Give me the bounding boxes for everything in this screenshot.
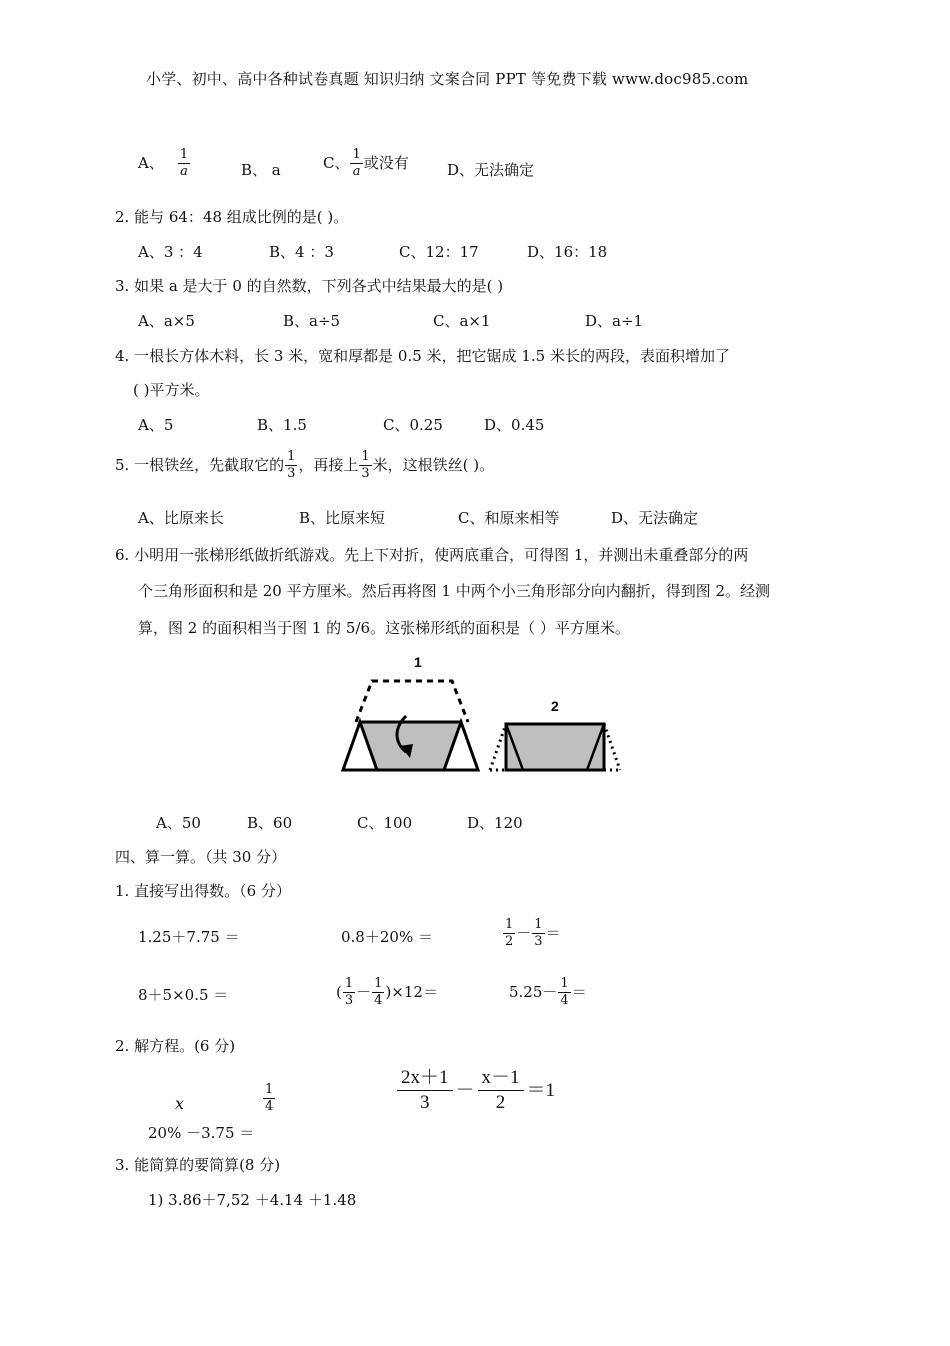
fraction-denominator: 4 bbox=[560, 992, 569, 1008]
q6-stem-line-3: 算，图 2 的面积相当于图 1 的 5/6。这张梯形纸的面积是（ ）平方厘米。 bbox=[138, 619, 630, 637]
fraction-numerator: 1 bbox=[265, 1082, 274, 1097]
simplify-item-1: 1) 3.86＋7,52 ＋4.14 ＋1.48 bbox=[148, 1191, 357, 1209]
fraction-numerator: 1 bbox=[560, 976, 569, 991]
figure-2-left-dotted-edge bbox=[490, 724, 506, 770]
q4-option-d: D、0.45 bbox=[484, 416, 545, 434]
q3-option-d: D、a÷1 bbox=[585, 312, 644, 330]
q5-option-d: D、无法确定 bbox=[611, 509, 699, 527]
q6-stem-line-1: 6. 小明用一张梯形纸做折纸游戏。先上下对折，使两底重合，可得图 1，并测出未重叠部分的两 bbox=[115, 546, 749, 564]
q1-option-c-fraction bbox=[350, 148, 362, 178]
q5-fraction-2 bbox=[359, 450, 371, 480]
q3-option-c: C、a×1 bbox=[433, 312, 491, 330]
figure-1-folded-top-dashed bbox=[356, 681, 468, 722]
fraction-numerator: 1 bbox=[374, 976, 383, 991]
q3-stem: 3. 如果 a 是大于 0 的自然数，下列各式中结果最大的是( ) bbox=[115, 277, 504, 295]
q1-option-a-fraction bbox=[178, 148, 190, 178]
q6-option-d: D、120 bbox=[467, 814, 523, 832]
fraction-numerator: 1 bbox=[534, 917, 543, 932]
fraction-denominator: 2 bbox=[505, 933, 514, 949]
q1-option-c-suffix: 或没有 bbox=[363, 153, 409, 172]
figure-2-right-dotted-edge bbox=[604, 724, 620, 770]
q5-stem bbox=[115, 450, 494, 480]
q2-stem: 2. 能与 64：48 组成比例的是( )。 bbox=[115, 208, 349, 226]
fraction-numerator: x－1 bbox=[478, 1068, 524, 1091]
q5-stem-part-b: ，再接上 bbox=[298, 455, 359, 474]
equation-1-x: x bbox=[175, 1094, 185, 1113]
q1-option-b: B、 a bbox=[241, 161, 281, 179]
fraction-numerator: 2x＋1 bbox=[397, 1068, 453, 1091]
calc-5 bbox=[336, 977, 438, 1007]
q6-option-c: C、100 bbox=[357, 814, 413, 832]
calc-1: 1.25＋7.75 ＝ bbox=[138, 928, 240, 946]
equation-1-fraction-inner bbox=[263, 1083, 275, 1113]
calc-2: 0.8＋20% ＝ bbox=[341, 928, 433, 946]
fraction-denominator: 4 bbox=[265, 1098, 274, 1114]
calc-6 bbox=[509, 977, 587, 1007]
section-4-sub-2: 2. 解方程。(6 分) bbox=[115, 1037, 236, 1055]
calc-3-operator: － bbox=[516, 923, 532, 942]
equation-2-fraction-1 bbox=[397, 1068, 453, 1113]
figure-2-label: 2 bbox=[551, 698, 559, 714]
equation-2-operator: － bbox=[455, 1079, 475, 1101]
equation-1-fraction bbox=[262, 1083, 276, 1113]
fraction-numerator: 1 bbox=[352, 147, 361, 162]
calc-6-equals: ＝ bbox=[571, 982, 587, 1001]
q4-option-b: B、1.5 bbox=[257, 416, 307, 434]
calc-5-open-paren: ( bbox=[336, 982, 342, 1001]
q4-stem: 4. 一根长方体木料，长 3 米，宽和厚都是 0.5 米，把它锯成 1.5 米长的两段，表面积增加了 bbox=[115, 347, 730, 365]
calc-3 bbox=[502, 918, 561, 948]
fraction-numerator: 1 bbox=[287, 449, 296, 464]
figure-1-label: 1 bbox=[414, 654, 422, 670]
q5-option-c: C、和原来相等 bbox=[458, 509, 560, 527]
fraction-denominator: 3 bbox=[534, 933, 543, 949]
calc-3-fraction-2 bbox=[532, 918, 544, 948]
fraction-denominator: 3 bbox=[287, 465, 296, 481]
fraction-numerator: 1 bbox=[361, 449, 370, 464]
section-4-title: 四、算一算。（共 30 分） bbox=[115, 848, 287, 866]
fraction-denominator: 4 bbox=[374, 992, 383, 1008]
calc-5-fraction-2 bbox=[372, 977, 384, 1007]
fraction-denominator: 3 bbox=[344, 992, 354, 1008]
q4-stem-continued: ( )平方米。 bbox=[133, 381, 210, 399]
equation-2-fraction-2 bbox=[478, 1068, 524, 1113]
q4-option-c: C、0.25 bbox=[383, 416, 443, 434]
calc-4: 8＋5×0.5 ＝ bbox=[138, 986, 229, 1004]
fraction-denominator: 3 bbox=[420, 1091, 430, 1113]
calc-6-prefix: 5.25－ bbox=[509, 982, 558, 1001]
q2-option-d: D、16：18 bbox=[527, 243, 608, 261]
calc-6-fraction bbox=[558, 977, 570, 1007]
q1-option-c bbox=[323, 148, 409, 178]
equation-1-bottom: 20% －3.75 ＝ bbox=[148, 1124, 255, 1142]
q3-option-b: B、a÷5 bbox=[283, 312, 341, 330]
calc-5-operator: － bbox=[356, 982, 372, 1001]
q5-option-a: A、比原来长 bbox=[138, 509, 224, 527]
q5-fraction-1 bbox=[285, 450, 297, 480]
q2-option-a: A、3 ：4 bbox=[138, 243, 203, 261]
fraction-denominator: 3 bbox=[361, 465, 370, 481]
fraction-denominator: a bbox=[352, 163, 361, 179]
q2-option-c: C、12：17 bbox=[399, 243, 479, 261]
calc-5-close: )×12＝ bbox=[385, 982, 438, 1001]
fraction-numerator: 1 bbox=[505, 917, 514, 932]
section-4-sub-1: 1. 直接写出得数。（6 分） bbox=[115, 882, 291, 900]
page-header: 小学、初中、高中各种试卷真题 知识归纳 文案合同 PPT 等免费下载 www.doc985.com bbox=[146, 70, 749, 88]
fraction-denominator: 2 bbox=[495, 1091, 506, 1113]
fraction-numerator: 1 bbox=[344, 976, 354, 991]
q5-option-b: B、比原来短 bbox=[299, 509, 386, 527]
q1-option-d: D、无法确定 bbox=[447, 161, 535, 179]
q5-stem-part-a: 5. 一根铁丝，先截取它的 bbox=[115, 455, 285, 474]
q1-option-a bbox=[138, 148, 191, 178]
q5-stem-part-c: 米，这根铁丝( )。 bbox=[372, 455, 495, 474]
section-4-sub-3: 3. 能简算的要简算(8 分) bbox=[115, 1156, 281, 1174]
q6-option-a: A、50 bbox=[156, 814, 201, 832]
equation-2-rhs: ＝1 bbox=[526, 1079, 556, 1101]
calc-5-fraction-1 bbox=[343, 977, 355, 1007]
fraction-denominator: a bbox=[180, 163, 188, 179]
calc-3-fraction-1 bbox=[503, 918, 515, 948]
q1-option-a-label: A、 bbox=[138, 153, 164, 172]
q4-option-a: A、5 bbox=[138, 416, 174, 434]
q3-option-a: A、a×5 bbox=[138, 312, 195, 330]
q1-option-c-label: C、 bbox=[323, 153, 350, 172]
equation-2 bbox=[396, 1068, 555, 1113]
q2-option-b: B、4 ：3 bbox=[269, 243, 334, 261]
trapezoid-fold-figure bbox=[330, 648, 630, 778]
calc-3-equals: ＝ bbox=[545, 923, 561, 942]
q6-option-b: B、60 bbox=[247, 814, 293, 832]
q6-stem-line-2: 个三角形面积和是 20 平方厘米。然后再将图 1 中两个小三角形部分向内翻折，得到图 2。经测 bbox=[138, 582, 771, 600]
fraction-numerator: 1 bbox=[179, 147, 189, 162]
